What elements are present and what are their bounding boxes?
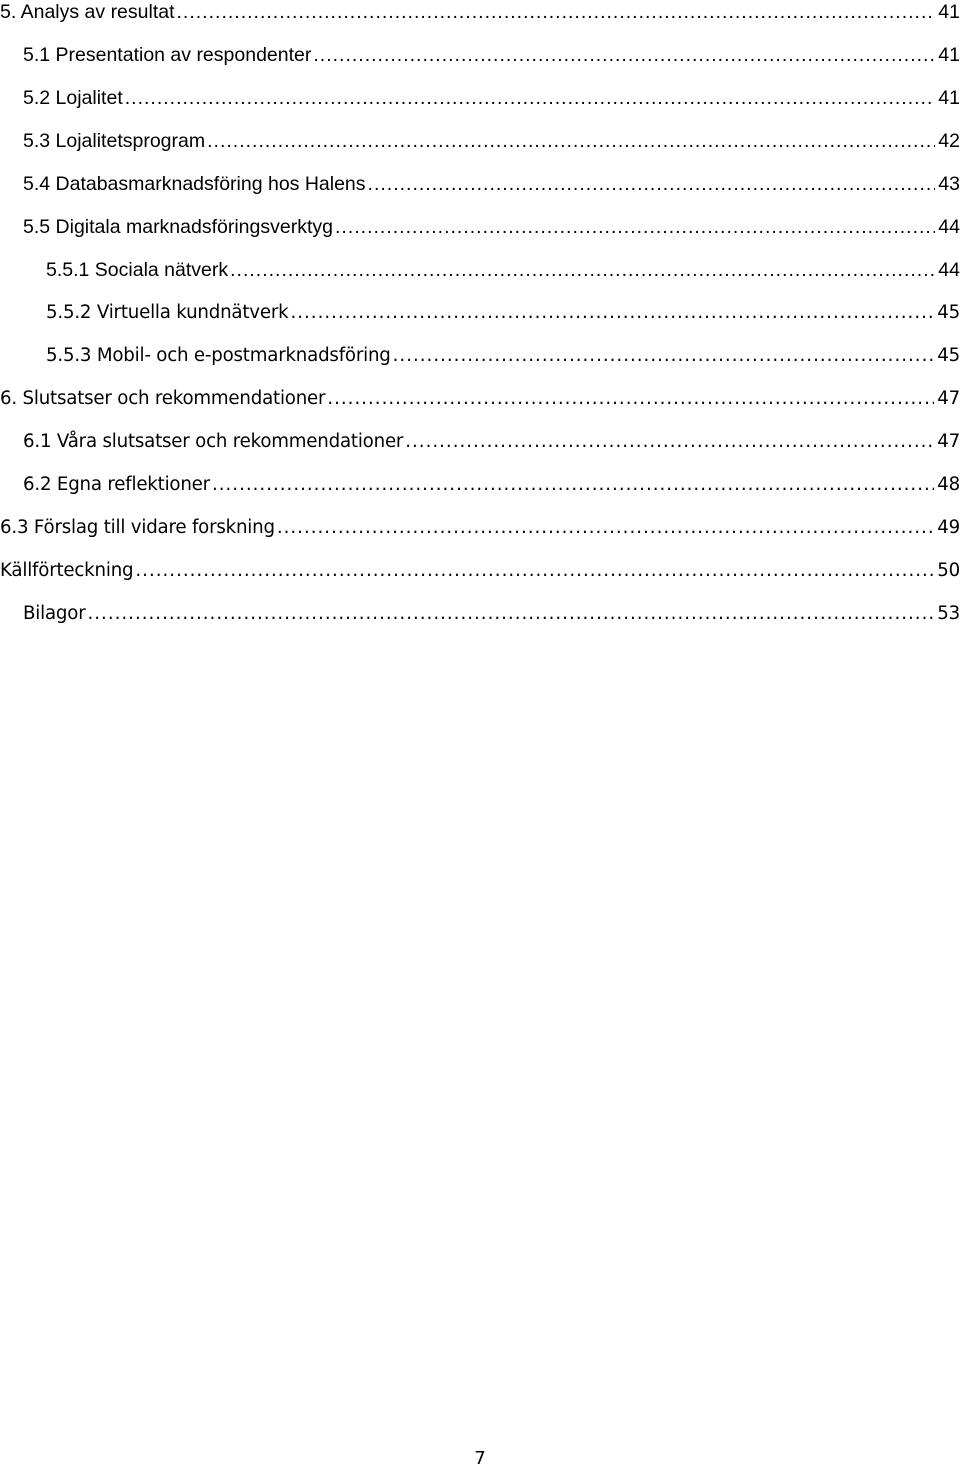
toc-entry[interactable] bbox=[23, 83, 960, 113]
toc-entry[interactable] bbox=[23, 126, 960, 156]
toc-entry-title: 5.3 Lojalitetsprogram bbox=[23, 130, 206, 152]
toc-entry-title: 5.4 Databasmarknadsföring hos Halens bbox=[23, 173, 366, 195]
toc-entry[interactable] bbox=[46, 298, 960, 328]
toc-entry[interactable] bbox=[0, 513, 960, 543]
toc-entry[interactable] bbox=[0, 556, 960, 586]
toc-leader-dots bbox=[207, 126, 935, 156]
toc-leader-dots bbox=[230, 255, 935, 285]
toc-entry-page: 44 bbox=[938, 259, 960, 281]
toc-entry-title: Bilagor bbox=[23, 603, 86, 624]
toc-entry[interactable] bbox=[46, 255, 960, 285]
toc-entry-page: 41 bbox=[938, 87, 960, 109]
toc-entry-page: 53 bbox=[937, 603, 960, 624]
toc-entry-page: 44 bbox=[938, 216, 960, 238]
toc-entry-title: 5.1 Presentation av respondenter bbox=[23, 44, 312, 66]
toc-leader-dots bbox=[327, 384, 934, 414]
toc-entry-page: 49 bbox=[937, 517, 960, 538]
toc-leader-dots bbox=[212, 470, 934, 500]
toc-entry-title: 6.1 Våra slutsatser och rekommendationer bbox=[23, 431, 404, 452]
toc-entry-page: 47 bbox=[937, 388, 960, 409]
toc-entry[interactable] bbox=[23, 427, 960, 457]
toc-leader-dots bbox=[87, 599, 934, 629]
page-number: 7 bbox=[474, 1448, 486, 1469]
toc-entry-title: 5.5 Digitala marknadsföringsverktyg bbox=[23, 216, 333, 238]
toc-entry-title: Källförteckning bbox=[0, 560, 134, 581]
toc-entry-title: 5. Analys av resultat bbox=[0, 1, 175, 23]
toc-entry[interactable] bbox=[23, 212, 960, 242]
toc-leader-dots bbox=[277, 513, 934, 543]
toc-entry[interactable] bbox=[23, 470, 960, 500]
toc-entry-title: 6.3 Förslag till vidare forskning bbox=[0, 517, 275, 538]
toc-entry-page: 43 bbox=[938, 173, 960, 195]
toc-entry[interactable] bbox=[23, 169, 960, 199]
toc-leader-dots bbox=[135, 556, 934, 586]
toc-entry-page: 47 bbox=[937, 431, 960, 452]
toc-entry-title: 5.5.1 Sociala nätverk bbox=[46, 259, 229, 281]
toc-entry-title: 5.2 Lojalitet bbox=[23, 87, 123, 109]
toc-entry-page: 50 bbox=[937, 560, 960, 581]
toc-leader-dots bbox=[368, 169, 936, 199]
toc-leader-dots bbox=[393, 341, 935, 371]
toc-entry[interactable] bbox=[23, 40, 960, 70]
toc-entry[interactable] bbox=[0, 0, 960, 27]
toc-leader-dots bbox=[125, 83, 936, 113]
toc-leader-dots bbox=[290, 298, 934, 328]
toc-leader-dots bbox=[405, 427, 934, 457]
toc-entry[interactable] bbox=[23, 599, 960, 629]
toc-entry-page: 42 bbox=[938, 130, 960, 152]
toc-entry[interactable] bbox=[0, 384, 960, 414]
toc-entry-title: 5.5.3 Mobil- och e-postmarknadsföring bbox=[46, 345, 391, 366]
toc-entry-title: 5.5.2 Virtuella kundnätverk bbox=[46, 302, 289, 323]
toc-entry-page: 45 bbox=[937, 345, 960, 366]
toc-entry-page: 48 bbox=[937, 474, 960, 495]
toc-leader-dots bbox=[335, 212, 935, 242]
toc-entry-title: 6. Slutsatser och rekommendationer bbox=[0, 388, 326, 409]
toc-entry-page: 45 bbox=[937, 302, 960, 323]
toc-leader-dots bbox=[313, 40, 935, 70]
toc-entry-page: 41 bbox=[938, 44, 960, 66]
toc-entry-title: 6.2 Egna reflektioner bbox=[23, 474, 210, 495]
toc-leader-dots bbox=[177, 0, 936, 27]
toc-entry-page: 41 bbox=[938, 1, 960, 23]
toc-entry[interactable] bbox=[46, 341, 960, 371]
